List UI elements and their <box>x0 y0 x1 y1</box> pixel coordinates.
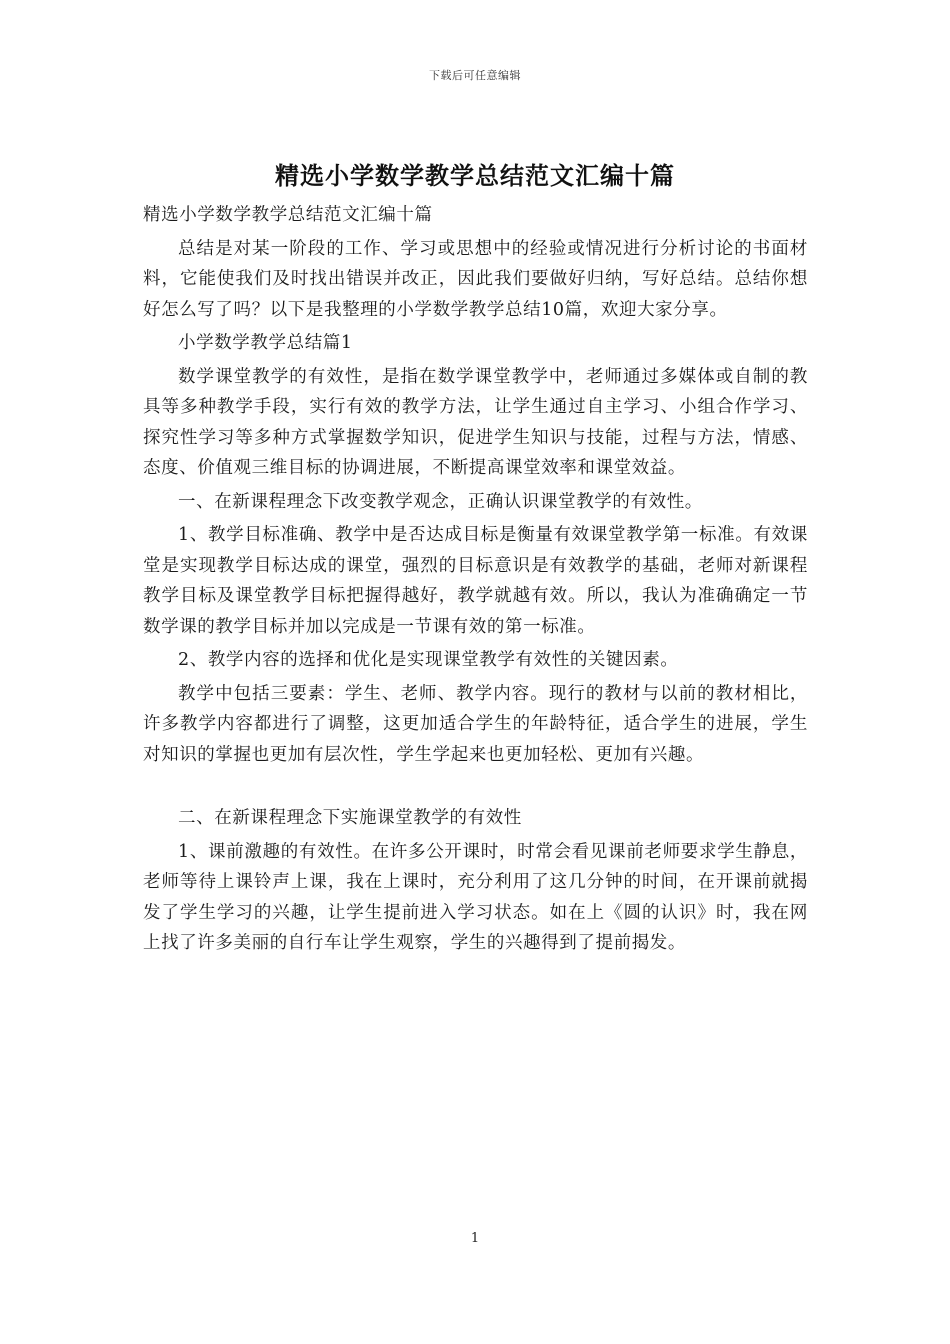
paragraph: 2、教学内容的选择和优化是实现课堂教学有效性的关键因素。 <box>178 650 679 670</box>
section-heading: 小学数学教学总结篇1 <box>178 333 353 353</box>
paragraph: 1、课前激趣的有效性。在许多公开课时，时常会看见课前老师要求学生静息，老师等待上课铃声上课，我在上课时，充分利用了这几分钟的时间，在开课前就揭发了学生学习的兴趣，让学生提前进入学习状态。如在上《圆的认识》时，我在网上找了许多美丽的自行车让学生观察，学生的兴趣得到了提前揭发。 <box>143 841 808 953</box>
paragraph: 1、教学目标准确、教学中是否达成目标是衡量有效课堂教学第一标准。有效课堂是实现教学目标达成的课堂，强烈的目标意识是有效教学的基础，老师对新课程教学目标及课堂教学目标把握得越好，教学就越有效。所以，我认为准确确定一节数学课的教学目标并加以完成是一节课有效的第一标准。 <box>143 525 808 637</box>
page-number: 1 <box>470 1231 480 1246</box>
section-heading: 一、在新课程理念下改变教学观念，正确认识课堂教学的有效性。 <box>178 491 703 512</box>
document-title: 精选小学数学教学总结范文汇编十篇 <box>275 161 675 190</box>
blank-line <box>143 773 808 803</box>
section-heading: 二、在新课程理念下实施课堂教学的有效性 <box>178 808 522 828</box>
paragraph: 总结是对某一阶段的工作、学习或思想中的经验或情况进行分析讨论的书面材料，它能使我们及时找出错误并改正，因此我们要做好归纳，写好总结。总结你想好怎么写了吗？以下是我整理的小学数学教学总结10篇，欢迎大家分享。 <box>143 238 808 320</box>
document-body <box>143 200 808 962</box>
header-note: 下载后可任意编辑 <box>429 69 521 82</box>
paragraph: 数学课堂教学的有效性，是指在数学课堂教学中，老师通过多媒体或自制的教具等多种教学手段，实行有效的教学方法，让学生通过自主学习、小组合作学习、探究性学习等多种方式掌握数学知识，促进学生知识与技能，过程与方法，情感、态度、价值观三维目标的协调进展，不断提高课堂效率和课堂效益。 <box>143 366 808 478</box>
paragraph: 精选小学数学教学总结范文汇编十篇 <box>143 205 433 225</box>
paragraph: 教学中包括三要素：学生、老师、教学内容。现行的教材与以前的教材相比，许多教学内容都进行了调整，这更加适合学生的年龄特征，适合学生的进展，学生对知识的掌握也更加有层次性，学生学起来也更加轻松、更加有兴趣。 <box>143 683 808 765</box>
